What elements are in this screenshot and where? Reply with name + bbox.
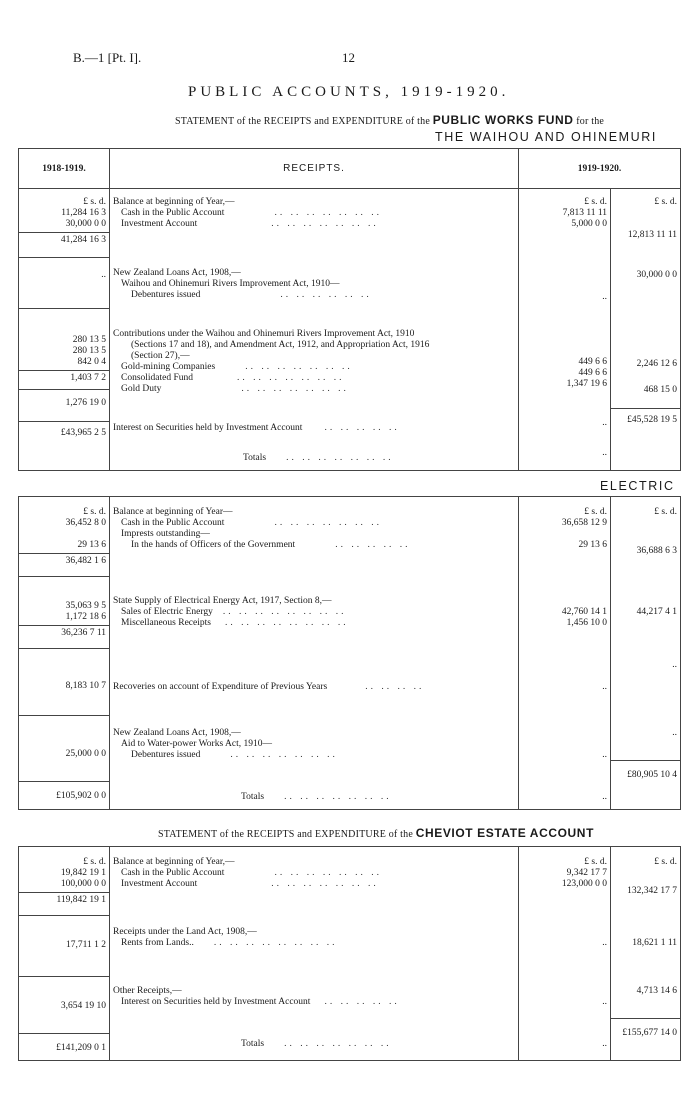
- totals-label: Totals: [241, 792, 265, 802]
- curr-year-items-column: £ s. d. 7,813 11 11 5,000 0 0 .. 449 6 6 449 6 6 1,347 19 6 .. ..: [519, 189, 611, 465]
- curr-year-totals-column: £ s. d. 12,813 11 11 30,000 0 0 2,246 12 6 468 15 0 £45,528 19 5: [611, 189, 681, 465]
- fund-name: CHEVIOT ESTATE ACCOUNT: [415, 826, 594, 840]
- prev-year-column: £ s. d. 36,452 8 0 29 13 6 36,482 1 6 35,063 9 5 1,172 18 6 36,236 7 11 8,183 10 7 25,000 0 0 £105,902 0 0: [19, 497, 110, 804]
- receipts-table-electric: [18, 496, 681, 810]
- statement-heading-public-works: STATEMENT of the RECEIPTS and EXPENDITURE of the PUBLIC WORKS FUND for the: [175, 113, 605, 127]
- curr-year-items-column: £ s. d. 9,342 17 7 123,000 0 0 .. .. ..: [519, 847, 611, 1055]
- prev-year-column: £ s. d. 19,842 19 1 100,000 0 0 119,842 19 1 17,711 1 2 3,654 19 10 £141,209 0 1: [19, 847, 110, 1055]
- receipts-table-cheviot: [18, 846, 681, 1061]
- receipts-table-waihou: [18, 148, 681, 471]
- receipts-description-column: Balance at beginning of Year,— Cash in the Public Account .. .. .. .. .. .. .. Investment Account .. .. .. .. .. .. .. Receipts under the Land Act, 1908,— Rents from Lands.. .. .. .. .. .. .. .. .. Other Receipts,— Interest on Securities held by Investment Account .. .. .. .. .. Totals .. .. .. .. .. .. ..: [110, 847, 519, 1055]
- totals-label: Totals: [241, 1039, 265, 1049]
- curr-year-totals-column: £ s. d. 36,688 6 3 44,217 4 1 .. .. £80,905 10 4: [611, 497, 681, 804]
- account-subtitle-waihou: THE WAIHOU AND OHINEMURI: [435, 130, 657, 144]
- statement-heading-cheviot: STATEMENT of the RECEIPTS and EXPENDITURE of the CHEVIOT ESTATE ACCOUNT: [158, 826, 594, 840]
- fund-name: PUBLIC WORKS FUND: [432, 113, 574, 127]
- receipts-description-column: Balance at beginning of Year,— Cash in the Public Account .. .. .. .. .. .. .. Investment Account .. .. .. .. .. .. .. New Zealand Loans Act, 1908,— Waihou and Ohinemuri Rivers Improvement Act, 1910— Debentures issued .. .. .. .. .. .. Contributions under the Waihou and Ohinemuri Rivers Improvement Act, 1910 (Sections 17 and 18), and Amendment Act, 1912, and Appropriation Act, 1916 (Section 27),— Gold-mining Companies .. .. .. .. .. .. .. Consolidated Fund .. .. .. .. .. .. .. Gold Duty .. .. .. .. .. .. .. Interest on Securities held by Investment Account .. .. .. .. .. Totals .. .. .. .. .. .. ..: [110, 189, 519, 465]
- account-subtitle-electric: ELECTRIC: [600, 479, 675, 493]
- receipts-description-column: Balance at beginning of Year— Cash in the Public Account .. .. .. .. .. .. .. Imprests outstanding— In the hands of Officers of the Government .. .. .. .. .. State Supply of Electrical Energy Act, 1917, Section 8,— Sales of Electric Energy .. .. .. .. .. .. .. .. Miscellaneous Receipts .. .. .. .. .. .. .. .. Recoveries on account of Expenditure of Previous Years .. .. .. .. New Zealand Loans Act, 1908,— Aid to Water-power Works Act, 1910— Debentures issued .. .. .. .. .. .. .. Totals .. .. .. .. .. .. ..: [110, 497, 519, 804]
- page-number: 12: [342, 50, 355, 65]
- page-title: PUBLIC ACCOUNTS, 1919-1920.: [188, 84, 510, 100]
- column-header-previous-year: 1918-1919.: [19, 149, 110, 189]
- curr-year-items-column: £ s. d. 36,658 12 9 29 13 6 42,760 14 1 1,456 10 0 .. .. ..: [519, 497, 611, 804]
- curr-year-totals-column: £ s. d. 132,342 17 7 18,621 1 11 4,713 14 6 £155,677 14 0: [611, 847, 681, 1055]
- totals-label: Totals: [243, 453, 267, 463]
- document-reference: B.—1 [Pt. I].: [73, 50, 142, 65]
- prev-year-column: £ s. d. 11,284 16 3 30,000 0 0 41,284 16 3 .. 280 13 5 280 13 5 842 0 4 1,403 7 2 1,276 19 0 £43,965 2 5: [19, 189, 110, 465]
- column-header-current-year: 1919-1920.: [519, 149, 681, 189]
- column-header-receipts: RECEIPTS.: [110, 149, 519, 189]
